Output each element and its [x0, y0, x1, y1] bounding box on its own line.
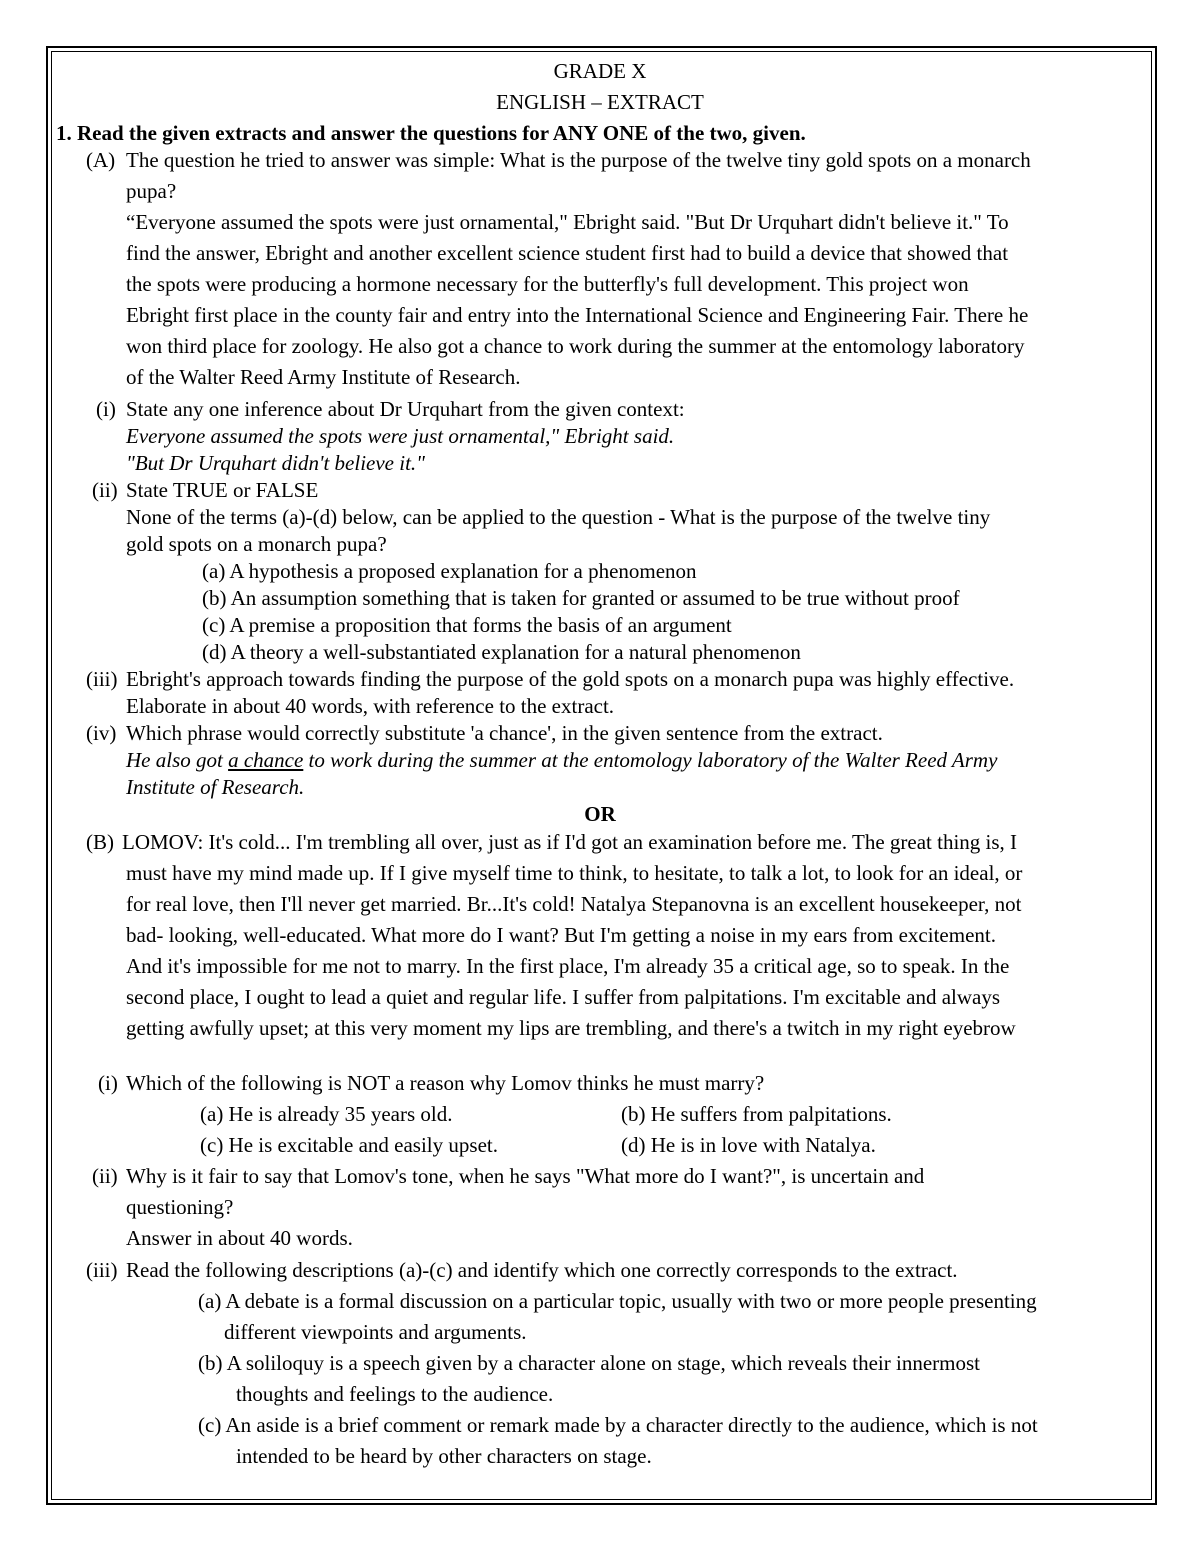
extract-a-line: “Everyone assumed the spots were just ornamental," Ebright said. "But Dr Urquhart didn't believe it." To	[126, 210, 1009, 234]
a-q1-quote: Everyone assumed the spots were just ornamental," Ebright said.	[126, 424, 675, 448]
extract-a-line: Ebright first place in the county fair and entry into the International Science and Engineering Fair. There he	[126, 303, 1029, 327]
extract-a-line: find the answer, Ebright and another excellent science student first had to build a device that showed that	[126, 241, 1009, 265]
a-q2-number: (ii)	[92, 478, 118, 502]
a-q2-option: (b) An assumption something that is taken for granted or assumed to be true without proof	[202, 586, 960, 610]
a-q2-text: None of the terms (a)-(d) below, can be applied to the question - What is the purpose of the twelve tiny	[126, 505, 991, 529]
b-q2-text: Answer in about 40 words.	[126, 1226, 353, 1250]
a-q4-sentence: Institute of Research.	[126, 775, 305, 799]
b-q3-option: (a) A debate is a formal discussion on a particular topic, usually with two or more people presenting	[198, 1289, 1037, 1313]
a-q3-text: Elaborate in about 40 words, with reference to the extract.	[126, 694, 615, 718]
extract-a-label: (A)	[86, 148, 116, 172]
a-q4-text: Which phrase would correctly substitute 'a chance', in the given sentence from the extract.	[126, 721, 883, 745]
extract-b-line: bad- looking, well-educated. What more do I want? But I'm getting a noise in my ears from excitement.	[126, 923, 996, 947]
b-q2-number: (ii)	[92, 1164, 118, 1188]
a-q3-text: Ebright's approach towards finding the purpose of the gold spots on a monarch pupa was highly effective.	[126, 667, 1015, 691]
grade-heading: GRADE X	[553, 59, 647, 83]
b-q1-text: Which of the following is NOT a reason why Lomov thinks he must marry?	[126, 1071, 765, 1095]
a-q4-underlined-phrase: a chance	[228, 748, 304, 772]
b-q1-number: (i)	[98, 1071, 118, 1095]
extract-b-line: getting awfully upset; at this very moment my lips are trembling, and there's a twitch in my right eyebrow	[126, 1016, 1016, 1040]
extract-a-line: pupa?	[126, 179, 177, 203]
extract-b-line: must have my mind made up. If I give myself time to think, to hesitate, to talk a lot, to look for an ideal, or	[126, 861, 1023, 885]
extract-a-line: the spots were producing a hormone necessary for the butterfly's full development. This project won	[126, 272, 969, 296]
a-q4-sentence-start: He also got	[126, 748, 229, 772]
b-q1-option: (a) He is already 35 years old.	[200, 1102, 453, 1126]
a-q1-text: State any one inference about Dr Urquhart from the given context:	[126, 397, 685, 421]
extract-b-line: for real love, then I'll never get married. Br...It's cold! Natalya Stepanovna is an excellent housekeeper, not	[126, 892, 1022, 916]
a-q2-text: gold spots on a monarch pupa?	[126, 532, 387, 556]
b-q3-option: different viewpoints and arguments.	[224, 1320, 527, 1344]
b-q2-text: Why is it fair to say that Lomov's tone, when he says "What more do I want?", is uncertain and	[126, 1164, 925, 1188]
extract-a-line: The question he tried to answer was simple: What is the purpose of the twelve tiny gold spots on a monarch	[126, 148, 1031, 172]
extract-b-line: And it's impossible for me not to marry. In the first place, I'm already 35 a critical age, so to speak. In the	[126, 954, 1010, 978]
b-q3-number: (iii)	[86, 1258, 118, 1282]
a-q4-sentence-end: to work during the summer at the entomology laboratory of the Walter Reed Army	[303, 748, 998, 772]
b-q1-option: (b) He suffers from palpitations.	[621, 1102, 892, 1126]
b-q3-option: thoughts and feelings to the audience.	[236, 1382, 554, 1406]
extract-b-line: LOMOV: It's cold... I'm trembling all over, just as if I'd got an examination before me. The great thing is, I	[122, 830, 1018, 854]
b-q3-option: intended to be heard by other characters on stage.	[236, 1444, 652, 1468]
or-divider: OR	[584, 802, 616, 826]
a-q3-number: (iii)	[86, 667, 118, 691]
b-q3-text: Read the following descriptions (a)-(c) and identify which one correctly corresponds to the extract.	[126, 1258, 958, 1282]
question-title: 1. Read the given extracts and answer the questions for ANY ONE of the two, given.	[56, 121, 806, 145]
b-q1-option: (c) He is excitable and easily upset.	[200, 1133, 498, 1157]
a-q1-number: (i)	[96, 397, 116, 421]
a-q2-option: (c) A premise a proposition that forms the basis of an argument	[202, 613, 732, 637]
a-q2-option: (d) A theory a well-substantiated explanation for a natural phenomenon	[202, 640, 801, 664]
b-q1-option: (d) He is in love with Natalya.	[621, 1133, 876, 1157]
a-q1-quote: "But Dr Urquhart didn't believe it."	[126, 451, 425, 475]
a-q2-option: (a) A hypothesis a proposed explanation for a phenomenon	[202, 559, 697, 583]
subject-heading: ENGLISH – EXTRACT	[496, 90, 704, 114]
a-q2-text: State TRUE or FALSE	[126, 478, 319, 502]
a-q4-number: (iv)	[86, 721, 117, 745]
extract-a-line: won third place for zoology. He also got a chance to work during the summer at the entomology laboratory	[126, 334, 1025, 358]
extract-b-label: (B)	[86, 830, 114, 854]
b-q3-option: (b) A soliloquy is a speech given by a character alone on stage, which reveals their innermost	[198, 1351, 981, 1375]
a-q4-sentence	[126, 748, 997, 772]
extract-a-line: of the Walter Reed Army Institute of Research.	[126, 365, 521, 389]
b-q2-text: questioning?	[126, 1195, 234, 1219]
b-q3-option: (c) An aside is a brief comment or remark made by a character directly to the audience, which is not	[198, 1413, 1038, 1437]
extract-b-line: second place, I ought to lead a quiet and regular life. I suffer from palpitations. I'm excitable and always	[126, 985, 1001, 1009]
